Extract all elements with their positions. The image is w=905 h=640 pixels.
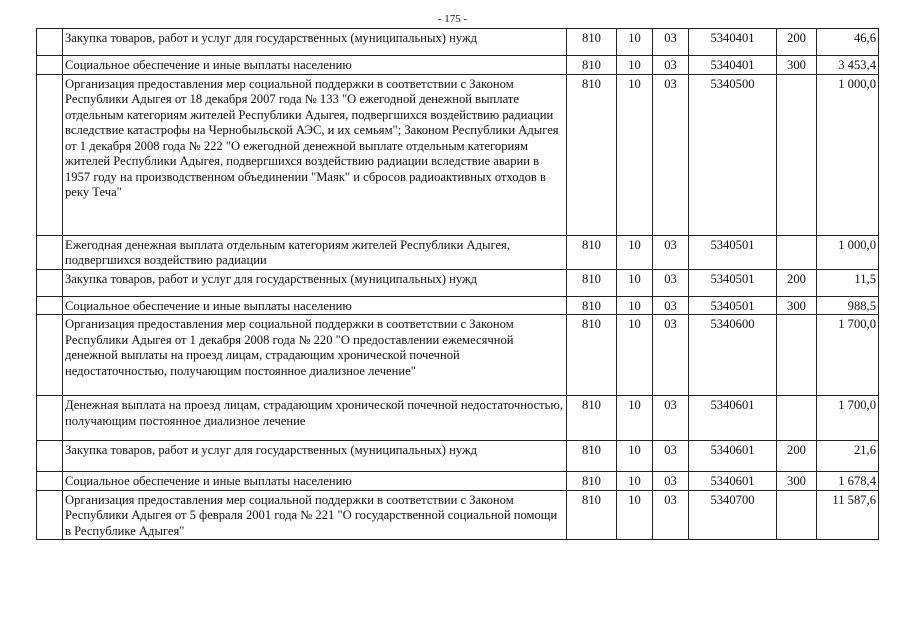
row-indent-cell	[37, 490, 63, 540]
row-name: Денежная выплата на проезд лицам, страдающим хронической почечной недостаточностью, получающим постоянное диализное лечение	[63, 396, 567, 441]
table-row	[37, 472, 879, 491]
row-kind-code: 200	[777, 269, 817, 296]
page-number: - 175 -	[437, 13, 468, 25]
row-subsection-code: 03	[653, 490, 689, 540]
row-section-code: 10	[617, 396, 653, 441]
row-section-code: 10	[617, 56, 653, 75]
row-kind-code: 300	[777, 56, 817, 75]
row-subsection-code: 03	[653, 441, 689, 472]
row-amount: 21,6	[817, 441, 879, 472]
row-amount: 1 000,0	[817, 235, 879, 269]
row-ministry-code: 810	[567, 441, 617, 472]
row-subsection-code: 03	[653, 396, 689, 441]
table-row	[37, 296, 879, 315]
table-row	[37, 74, 879, 235]
row-ministry-code: 810	[567, 296, 617, 315]
table-row	[37, 490, 879, 540]
row-subsection-code: 03	[653, 472, 689, 491]
table-row	[37, 235, 879, 269]
row-target-code: 5340601	[689, 472, 777, 491]
row-name: Организация предоставления мер социальной поддержки в соответствии с Законом Республики Адыгея от 18 декабря 2007 года № 133 "О ежегодной денежной выплате отдельным категориям жителей Республики Адыгея, подвергшихся воздействию радиации вследствие катастрофы на Чернобыльской АЭС, и их семьям"; Законом Республики Адыгея от 1 декабря 2008 года № 222 "О ежегодной денежной выплате отдельным категориям жителей Республики Адыгея, подвергшихся воздействию радиации вследствие аварии в 1957 году на производственном объединении "Маяк" и сбросов радиоактивных отходов в реку Теча"	[63, 74, 567, 235]
row-kind-code	[777, 235, 817, 269]
row-subsection-code: 03	[653, 315, 689, 396]
row-amount: 11 587,6	[817, 490, 879, 540]
row-ministry-code: 810	[567, 315, 617, 396]
budget-table	[36, 28, 879, 540]
row-kind-code	[777, 315, 817, 396]
row-name: Социальное обеспечение и иные выплаты населению	[63, 56, 567, 75]
row-amount: 11,5	[817, 269, 879, 296]
row-name: Закупка товаров, работ и услуг для государственных (муниципальных) нужд	[63, 269, 567, 296]
row-indent-cell	[37, 441, 63, 472]
row-name: Социальное обеспечение и иные выплаты населению	[63, 296, 567, 315]
row-target-code: 5340500	[689, 74, 777, 235]
row-target-code: 5340700	[689, 490, 777, 540]
row-name: Закупка товаров, работ и услуг для государственных (муниципальных) нужд	[63, 441, 567, 472]
row-subsection-code: 03	[653, 296, 689, 315]
row-section-code: 10	[617, 490, 653, 540]
row-target-code: 5340401	[689, 29, 777, 56]
row-target-code: 5340401	[689, 56, 777, 75]
row-indent-cell	[37, 269, 63, 296]
row-section-code: 10	[617, 29, 653, 56]
row-kind-code	[777, 74, 817, 235]
row-indent-cell	[37, 472, 63, 491]
row-amount: 1 678,4	[817, 472, 879, 491]
row-kind-code: 200	[777, 29, 817, 56]
row-section-code: 10	[617, 296, 653, 315]
row-target-code: 5340501	[689, 235, 777, 269]
row-kind-code	[777, 490, 817, 540]
row-ministry-code: 810	[567, 490, 617, 540]
row-ministry-code: 810	[567, 235, 617, 269]
table-row	[37, 56, 879, 75]
row-amount: 1 700,0	[817, 315, 879, 396]
row-subsection-code: 03	[653, 269, 689, 296]
row-target-code: 5340600	[689, 315, 777, 396]
row-indent-cell	[37, 235, 63, 269]
row-ministry-code: 810	[567, 74, 617, 235]
row-section-code: 10	[617, 472, 653, 491]
row-amount: 3 453,4	[817, 56, 879, 75]
row-ministry-code: 810	[567, 56, 617, 75]
row-section-code: 10	[617, 74, 653, 235]
row-indent-cell	[37, 29, 63, 56]
row-indent-cell	[37, 396, 63, 441]
row-ministry-code: 810	[567, 396, 617, 441]
row-indent-cell	[37, 296, 63, 315]
table-row	[37, 396, 879, 441]
row-subsection-code: 03	[653, 29, 689, 56]
row-target-code: 5340601	[689, 396, 777, 441]
row-ministry-code: 810	[567, 269, 617, 296]
row-subsection-code: 03	[653, 235, 689, 269]
row-amount: 988,5	[817, 296, 879, 315]
row-kind-code	[777, 396, 817, 441]
row-section-code: 10	[617, 235, 653, 269]
row-ministry-code: 810	[567, 29, 617, 56]
table-row	[37, 441, 879, 472]
table-row	[37, 269, 879, 296]
table-row	[37, 29, 879, 56]
row-target-code: 5340501	[689, 296, 777, 315]
row-kind-code: 300	[777, 296, 817, 315]
row-section-code: 10	[617, 441, 653, 472]
row-name: Организация предоставления мер социальной поддержки в соответствии с Законом Республики Адыгея от 5 февраля 2001 года № 221 "О государственной социальной помощи в Республике Адыгея"	[63, 490, 567, 540]
row-name: Ежегодная денежная выплата отдельным категориям жителей Республики Адыгея, подвергшихся воздействию радиации	[63, 235, 567, 269]
table-row	[37, 315, 879, 396]
row-kind-code: 300	[777, 472, 817, 491]
row-section-code: 10	[617, 315, 653, 396]
row-name: Социальное обеспечение и иные выплаты населению	[63, 472, 567, 491]
row-subsection-code: 03	[653, 74, 689, 235]
row-indent-cell	[37, 315, 63, 396]
row-ministry-code: 810	[567, 472, 617, 491]
row-target-code: 5340501	[689, 269, 777, 296]
row-amount: 1 700,0	[817, 396, 879, 441]
row-subsection-code: 03	[653, 56, 689, 75]
row-name: Организация предоставления мер социальной поддержки в соответствии с Законом Республики Адыгея от 1 декабря 2008 года № 220 "О предоставлении ежемесячной денежной выплаты на проезд лицам, страдающим хронической почечной недостаточностью, получающим постоянное диализное лечение"	[63, 315, 567, 396]
row-section-code: 10	[617, 269, 653, 296]
row-target-code: 5340601	[689, 441, 777, 472]
row-indent-cell	[37, 74, 63, 235]
row-name: Закупка товаров, работ и услуг для государственных (муниципальных) нужд	[63, 29, 567, 56]
row-amount: 1 000,0	[817, 74, 879, 235]
row-kind-code: 200	[777, 441, 817, 472]
row-indent-cell	[37, 56, 63, 75]
row-amount: 46,6	[817, 29, 879, 56]
